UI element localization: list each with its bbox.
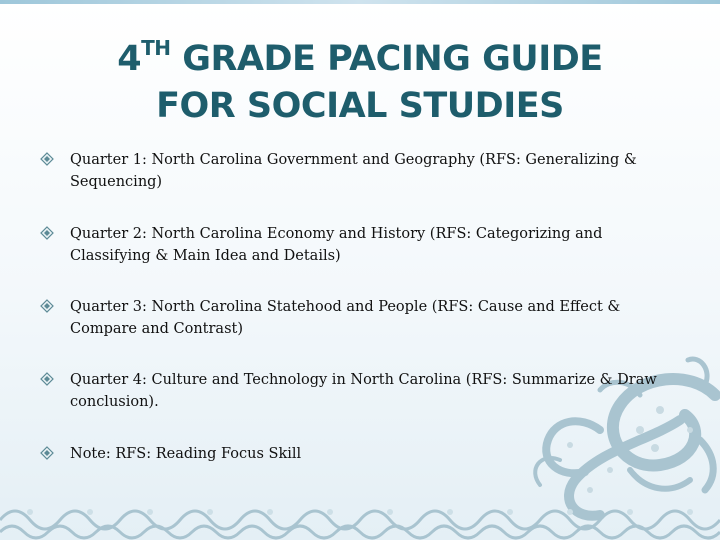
bullet-text: Quarter 4: Culture and Technology in North Carolina (RFS: Summarize & Draw conclusion). — [70, 372, 657, 410]
diamond-bullet-icon — [40, 299, 54, 313]
diamond-bullet-icon — [40, 226, 54, 240]
bullet-text: Note: RFS: Reading Focus Skill — [70, 446, 302, 462]
diamond-bullet-icon — [40, 372, 54, 386]
bullet-text: Quarter 1: North Carolina Government and Geography (RFS: Generalizing & Sequencing) — [70, 152, 637, 190]
diamond-bullet-icon — [40, 446, 54, 460]
wave-border — [0, 511, 720, 538]
diamond-bullet-icon — [40, 152, 54, 166]
title-line-2: FOR SOCIAL STUDIES — [156, 86, 564, 126]
title-line-1: 4TH GRADE PACING GUIDE — [117, 36, 603, 79]
bullet-text: Quarter 3: North Carolina Statehood and People (RFS: Cause and Effect & Compare and Contrast) — [70, 299, 621, 337]
slide-title — [40, 36, 680, 130]
bullet-text: Quarter 2: North Carolina Economy and History (RFS: Categorizing and Classifying & Main Idea and Details) — [70, 226, 603, 264]
